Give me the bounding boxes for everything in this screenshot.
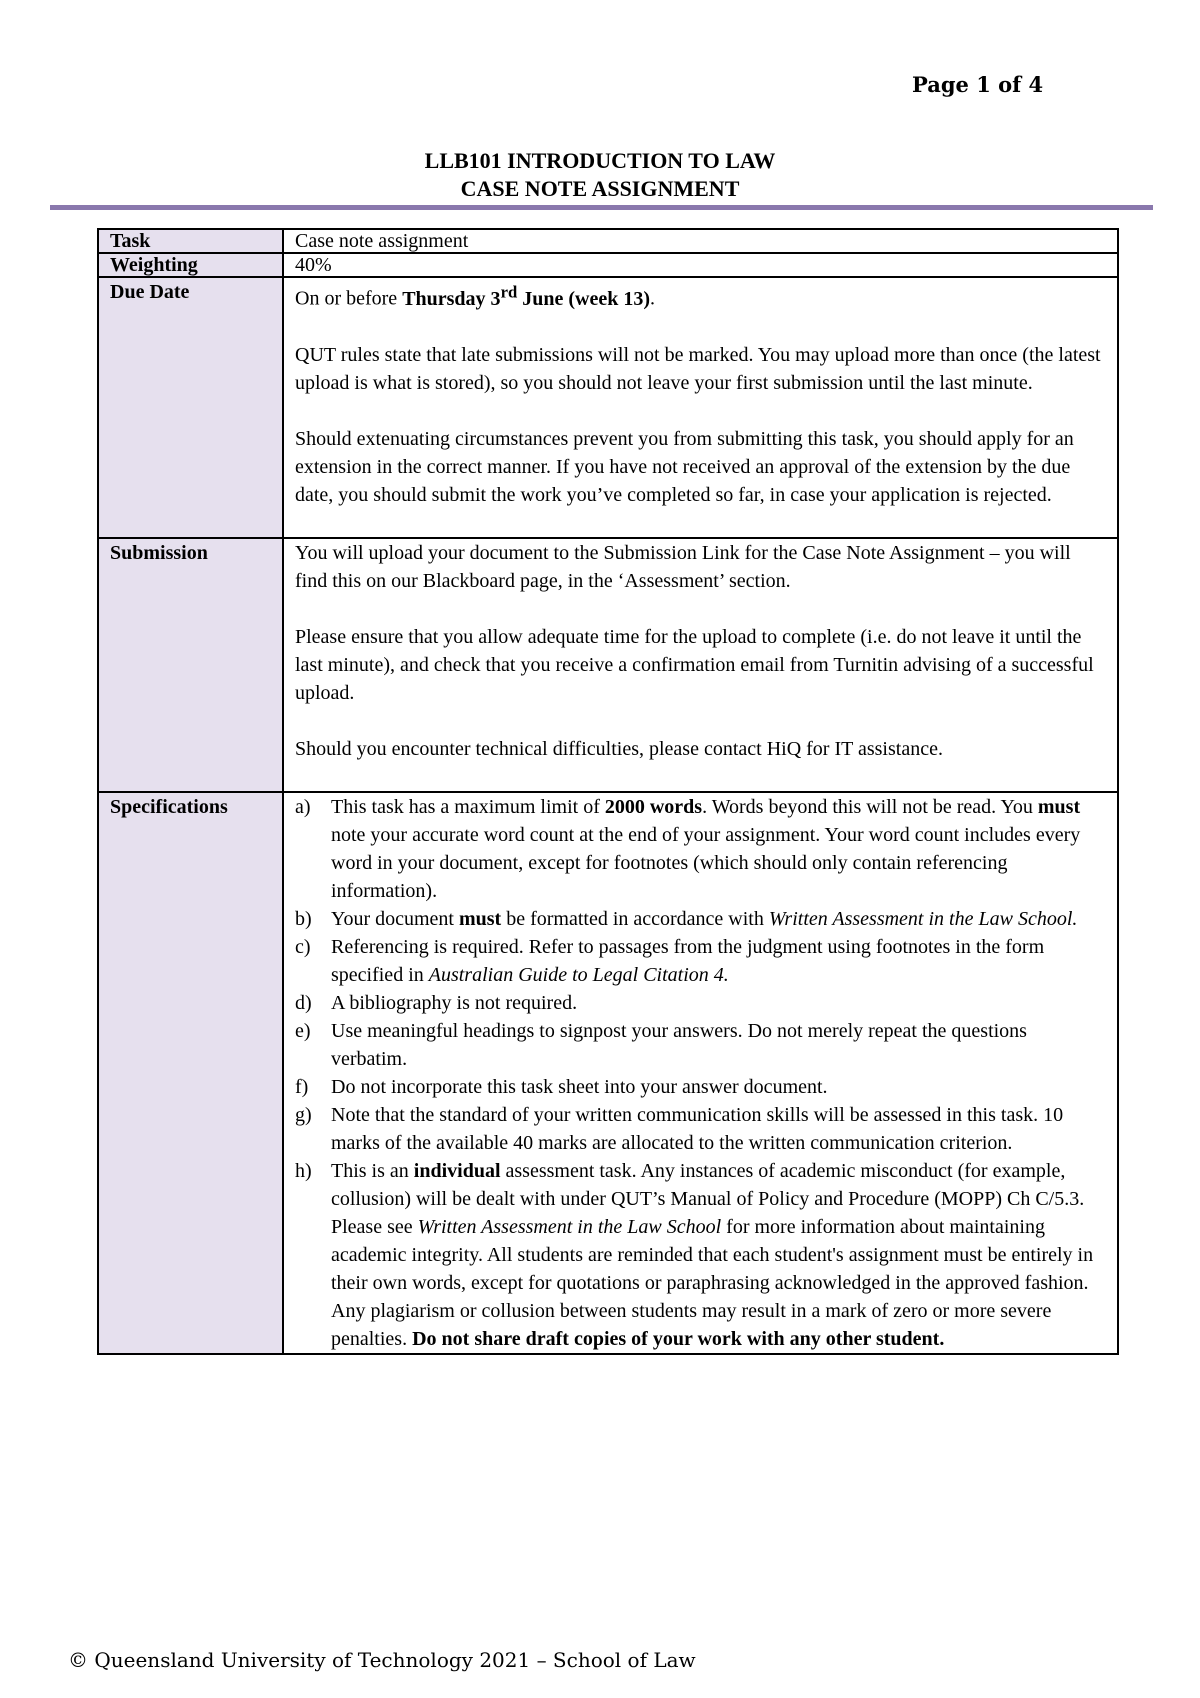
specifications-label: Specifications xyxy=(98,792,283,1354)
assignment-title: CASE NOTE ASSIGNMENT xyxy=(460,176,740,201)
weighting-value: 40% xyxy=(283,253,1118,277)
spec-item-h: h) This is an individual assessment task. Any instances of academic misconduct (for example, collusion) will be dealt with under QUT’s Manual of Policy and Procedure (MOPP) Ch C/5.3. Please see Written Assessment in the Law School for more information about maintaining academic integrity. All students are reminded that each student's assignment must be entirely in their own words, except for quotations or paraphrasing acknowledged in the approved fashion. Any plagiarism or collusion between students may result in a mark of zero or more severe penalties. Do not share draft copies of your work with any other student. xyxy=(295,1159,1094,1350)
due-date-label: Due Date xyxy=(98,277,283,538)
spec-item-f: f) Do not incorporate this task sheet into your answer document. xyxy=(295,1075,828,1098)
spec-item-c: c) Referencing is required. Refer to passages from the judgment using footnotes in the form specified in Australian Guide to Legal Citation 4. xyxy=(295,935,1045,986)
course-title: LLB101 INTRODUCTION TO LAW xyxy=(424,148,776,173)
spec-item-d: d) A bibliography is not required. xyxy=(295,991,578,1014)
weighting-label: Weighting xyxy=(98,253,283,277)
late-submission-paragraph: QUT rules state that late submissions will not be marked. You may upload more than once (the latest upload is what is stored), so you should not leave your first submission until the last minute. xyxy=(295,343,1101,394)
page-number: Page 1 of 4 xyxy=(912,72,1044,97)
submission-row xyxy=(98,538,1118,792)
specifications-row xyxy=(98,792,1118,1354)
submission-timing-paragraph: Please ensure that you allow adequate time for the upload to complete (i.e. do not leave it until the last minute), and check that you receive a confirmation email from Turnitin advising of a successful upload. xyxy=(295,625,1094,704)
due-date-row xyxy=(98,277,1118,538)
task-value: Case note assignment xyxy=(283,229,1118,253)
specifications-list xyxy=(295,793,1107,1353)
submission-upload-paragraph: You will upload your document to the Submission Link for the Case Note Assignment – you will find this on our Blackboard page, in the ‘Assessment’ section. xyxy=(295,541,1071,592)
spec-item-a: a) This task has a maximum limit of 2000 words. Words beyond this will not be read. You must note your accurate word count at the end of your assignment. Your word count includes every word in your document, except for footnotes (which should only contain referencing information). xyxy=(295,795,1081,902)
technical-help-paragraph: Should you encounter technical difficulties, please contact HiQ for IT assistance. xyxy=(295,737,943,760)
due-date-value xyxy=(283,277,1118,538)
specifications-value xyxy=(283,792,1118,1354)
spec-item-e: e) Use meaningful headings to signpost your answers. Do not merely repeat the questions verbatim. xyxy=(295,1019,1027,1070)
extension-paragraph: Should extenuating circumstances prevent you from submitting this task, you should apply for an extension in the correct manner. If you have not received an approval of the extension by the due date, you should submit the work you’ve completed so far, in case your application is rejected. xyxy=(295,427,1074,506)
submission-value xyxy=(283,538,1118,792)
document-title xyxy=(0,147,1200,203)
spec-item-g: g) Note that the standard of your written communication skills will be assessed in this task. 10 marks of the available 40 marks are allocated to the written communication criterion. xyxy=(295,1103,1064,1154)
weighting-row xyxy=(98,253,1118,277)
task-row xyxy=(98,229,1118,253)
assignment-details-table xyxy=(97,228,1119,1355)
due-date-deadline: On or before Thursday 3rd June (week 13). xyxy=(295,282,655,310)
task-label: Task xyxy=(98,229,283,253)
copyright-footer: © Queensland University of Technology 2021 – School of Law xyxy=(68,1648,696,1672)
submission-label: Submission xyxy=(98,538,283,792)
spec-item-b: b) Your document must be formatted in accordance with Written Assessment in the Law School. xyxy=(295,907,1078,930)
title-divider xyxy=(50,205,1153,210)
